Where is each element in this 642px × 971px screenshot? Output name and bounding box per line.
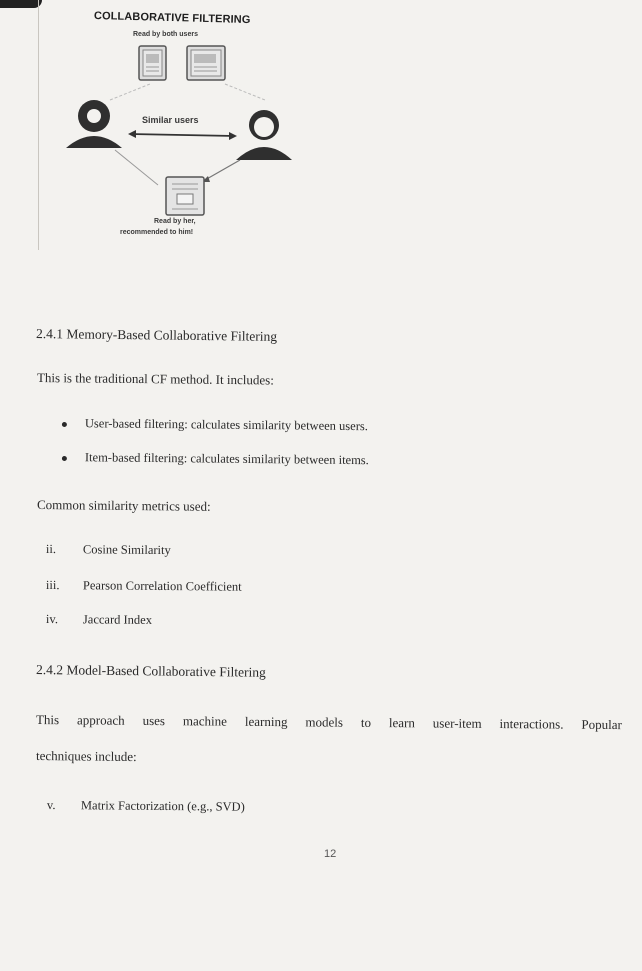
paragraph-word: interactions.: [499, 716, 564, 732]
paragraph-word: Popular: [581, 716, 622, 733]
section-intro: This is the traditional CF method. It includes:: [36, 370, 274, 388]
list-text: Cosine Similarity: [82, 542, 171, 558]
scan-corner-shadow: [0, 0, 42, 8]
margin-line: [38, 0, 39, 250]
section-heading-model: 2.4.2 Model-Based Collaborative Filtering: [35, 662, 266, 680]
user-female-icon: [66, 100, 122, 148]
bullet-icon: [62, 456, 67, 461]
paragraph-line: [36, 712, 622, 733]
figure-title: COLLABORATIVE FILTERING: [93, 10, 251, 27]
list-text: Matrix Factorization (e.g., SVD): [80, 798, 245, 814]
paragraph-line: techniques include:: [35, 748, 137, 765]
section-heading-memory: 2.4.1 Memory-Based Collaborative Filtering: [35, 326, 278, 344]
document-icon: [166, 177, 204, 215]
book-icon: [187, 46, 225, 80]
figure-top-caption: Read by both users: [133, 31, 198, 38]
figure-similar-caption: Similar users: [142, 115, 199, 125]
bullet-text: User-based filtering: calculates similarity between users.: [84, 416, 368, 434]
list-text: Pearson Correlation Coefficient: [82, 578, 242, 594]
paragraph-word: uses: [142, 712, 166, 729]
paragraph-word: learn: [388, 715, 415, 731]
paragraph-word: learning: [244, 713, 288, 730]
paragraph-word: models: [305, 714, 344, 730]
book-icon: [139, 46, 166, 80]
list-number: iv.: [45, 612, 59, 627]
bullet-text: Item-based filtering: calculates similarity between items.: [84, 450, 369, 468]
list-number: iii.: [45, 578, 60, 593]
paragraph-word: to: [360, 714, 372, 730]
paragraph-word: This: [35, 712, 60, 728]
metrics-intro: Common similarity metrics used:: [36, 497, 211, 514]
paragraph-word: machine: [182, 713, 228, 729]
page-number: 12: [324, 848, 337, 860]
figure-bottom-caption-1: Read by her,: [154, 218, 196, 225]
paragraph-word: user-item: [432, 715, 482, 731]
figure-bottom-caption-2: recommended to him!: [120, 229, 194, 236]
user-male-icon: [236, 110, 292, 160]
collaborative-filtering-figure: [40, 0, 340, 245]
list-text: Jaccard Index: [82, 612, 153, 627]
list-number: ii.: [45, 542, 57, 557]
paragraph-word: approach: [76, 712, 125, 728]
bullet-icon: [62, 422, 67, 427]
list-number: v.: [46, 798, 56, 813]
